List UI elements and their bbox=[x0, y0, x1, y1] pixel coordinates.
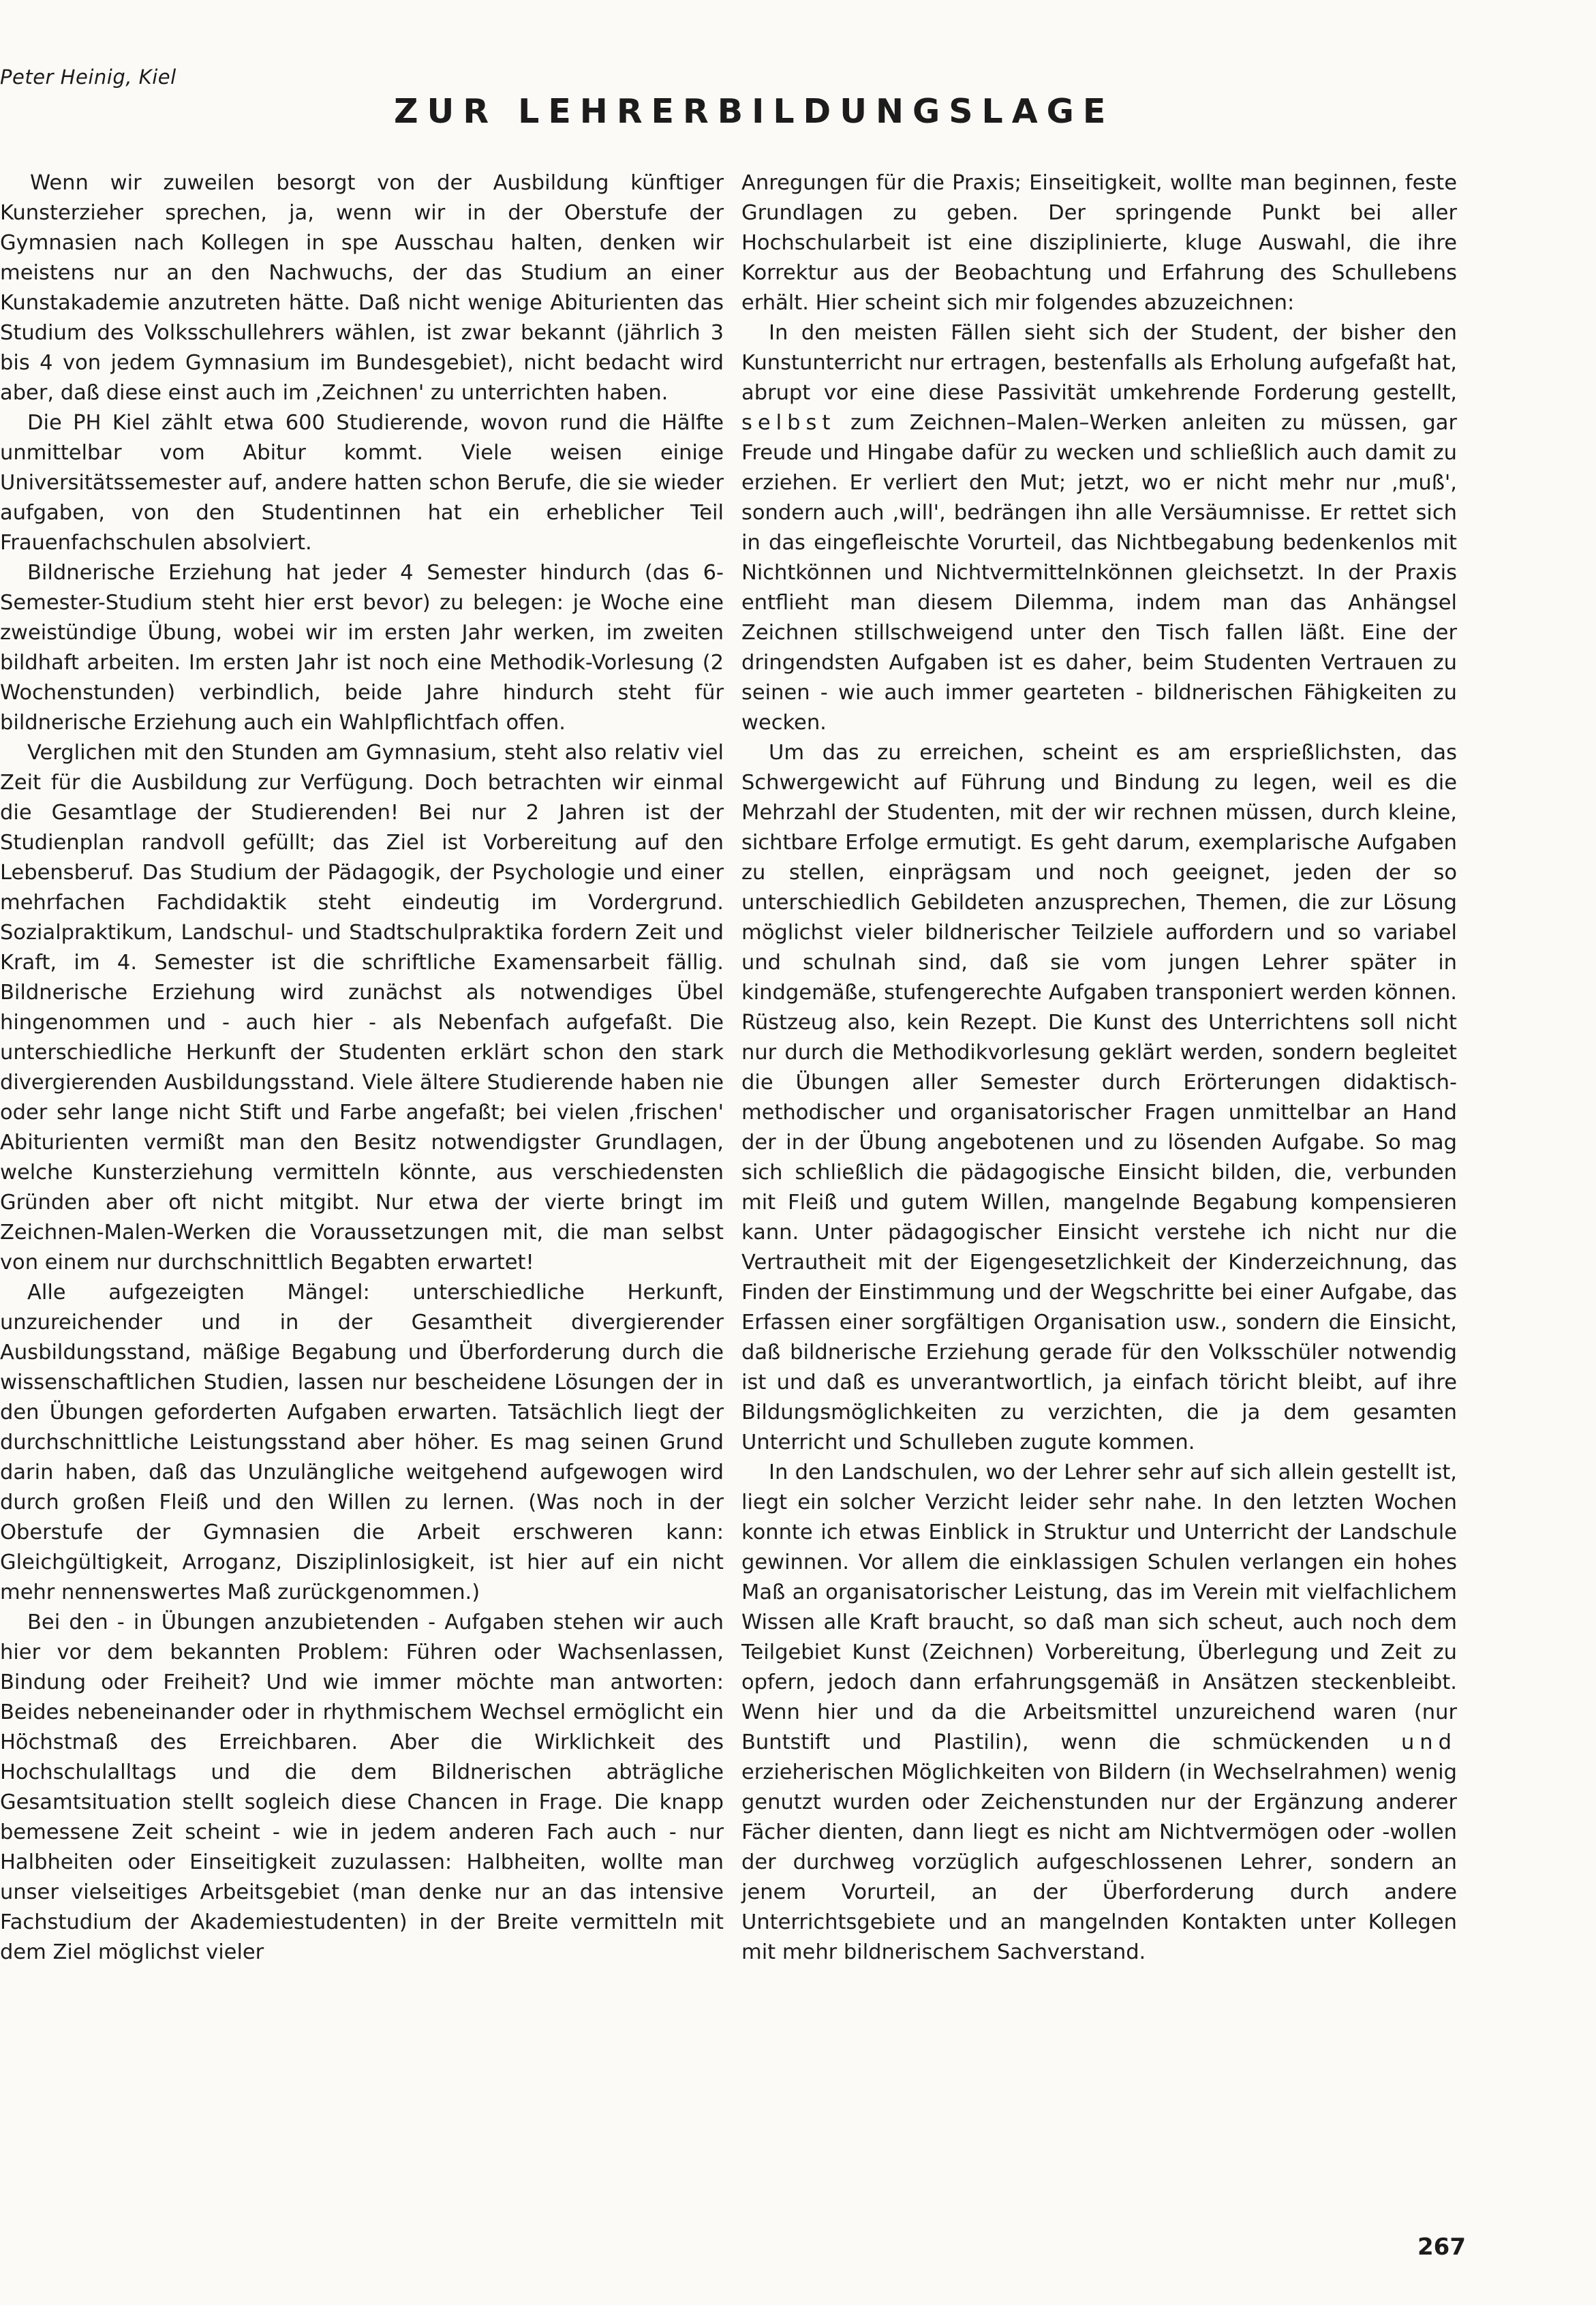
paragraph bbox=[741, 318, 1457, 738]
paragraph: Bildnerische Erziehung hat jeder 4 Semester hindurch (das 6-Semester-Studium steht hier erst bevor) zu belegen: je Woche eine zweistündige Übung, wobei wir im ersten Jahr werken, im zweiten bildhaft arbeiten. Im ersten Jahr ist noch eine Methodik-Vorlesung (2 Wochenstunden) verbindlich, beide Jahre hindurch steht für bildnerische Erziehung auch ein Wahlpflichtfach offen. bbox=[0, 561, 724, 735]
paragraph-continued: Anregungen für die Praxis; Einseitigkeit, wollte man beginnen, feste Grundlagen zu geben. Der springende Punkt bei aller Hochschularbeit ist eine disziplinierte, kluge Auswahl, die ihre Korrektur aus der Beobachtung und Erfahrung des Schullebens erhält. Hier scheint sich mir folgendes abzuzeichnen: bbox=[741, 171, 1457, 315]
paragraph: Alle aufgezeigten Mängel: unterschiedliche Herkunft, unzureichender und in der Gesamtheit divergierender Ausbildungsstand, mäßige Begabung und Überforderung durch die wissenschaftlichen Studien, lassen nur bescheidene Lösungen der in den Übungen geforderten Aufgaben erwarten. Tatsächlich liegt der durchschnittliche Leistungsstand aber höher. Es mag seinen Grund darin haben, daß das Unzulängliche weitgehend aufgewogen wird durch großen Fleiß und den Willen zu lernen. (Was noch in der Oberstufe der Gymnasien die Arbeit erschweren kann: Gleichgültigkeit, Arroganz, Disziplinlosigkeit, ist hier auf ein nicht mehr nennenswertes Maß zurückgenommen.) bbox=[0, 1281, 724, 1604]
right-column bbox=[741, 168, 1457, 1968]
page-number: 267 bbox=[1417, 2233, 1466, 2261]
spaced-emphasis: und bbox=[1400, 1730, 1457, 1754]
paragraph: Verglichen mit den Stunden am Gymnasium, steht also relativ viel Zeit für die Ausbildung zur Verfügung. Doch betrachten wir einmal die Gesamtlage der Studierenden! Bei nur 2 Jahren ist der Studienplan randvoll gefüllt; das Ziel ist Vorbereitung auf den Lebensberuf. Das Studium der Pädagogik, der Psychologie und einer mehrfachen Fachdidaktik steht eindeutig im Vordergrund. Sozialpraktikum, Landschul- und Stadtschulpraktika fordern Zeit und Kraft, im 4. Semester ist die schriftliche Examensarbeit fällig. Bildnerische Erziehung wird zunächst als notwendiges Übel hingenommen und - auch hier - als Nebenfach aufgefaßt. Die unterschiedliche Herkunft der Studenten erklärt schon den stark divergierenden Ausbildungsstand. Viele ältere Studierende haben nie oder sehr lange nicht Stift und Farbe angefaßt; bei vielen ,frischen' Abiturienten vermißt man den Besitz notwendigster Grundlagen, welche Kunsterziehung vermitteln könnte, aus verschiedensten Gründen aber oft nicht mitgibt. Nur etwa der vierte bringt im Zeichnen-Malen-Werken die Voraussetzungen mit, die man selbst von einem nur durchschnittlich Begabten erwartet! bbox=[0, 741, 724, 1274]
text-run: erzieherischen Möglichkeiten von Bildern (in Wechselrahmen) wenig genutzt wurden oder Zeichenstunden nur der Ergänzung anderer Fächer dienten, dann liegt es nicht am Nichtvermögen oder -wollen der durchweg vorzüglich aufgeschlossenen Lehrer, sondern an jenem Vorurteil, an der Überforderung durch andere Unterrichtsgebiete und an mangelnden Kontakten unter Kollegen mit mehr bildnerischem Sachverstand. bbox=[741, 1760, 1457, 1964]
paragraph: Wenn wir zuweilen besorgt von der Ausbildung künftiger Kunsterzieher sprechen, ja, wenn wir in der Oberstufe der Gymnasien nach Kollegen in spe Ausschau halten, denken wir meistens nur an den Nachwuchs, der das Studium an einer Kunstakademie anzutreten hätte. Daß nicht wenige Abiturienten das Studium des Volksschullehrers wählen, ist zwar bekannt (jährlich 3 bis 4 von jedem Gymnasium im Bundesgebiet), nicht bedacht wird aber, daß diese einst auch im ,Zeichnen' zu unterrichten haben. bbox=[0, 171, 724, 405]
spaced-emphasis: selbst bbox=[741, 411, 836, 435]
paragraph: Bei den - in Übungen anzubietenden - Aufgaben stehen wir auch hier vor dem bekannten Problem: Führen oder Wachsenlassen, Bindung oder Freiheit? Und wie immer möchte man antworten: Beides nebeneinander oder in rhythmischem Wechsel ermöglicht ein Höchstmaß des Erreichbaren. Aber die Wirklichkeit des Hochschulalltags und die dem Bildnerischen abträgliche Gesamtsituation stellt sogleich diese Chancen in Frage. Die knapp bemessene Zeit scheint - wie in jedem anderen Fach auch - nur Halbheiten oder Einseitigkeit zuzulassen: Halbheiten, wollte man unser vielseitiges Arbeitsgebiet (man denke nur an das intensive Fachstudium der Akademiestudenten) in der Breite vermitteln mit dem Ziel möglichst vieler bbox=[0, 1611, 724, 1964]
paragraph bbox=[741, 1458, 1457, 1968]
paragraph: Um das zu erreichen, scheint es am ersprießlichsten, das Schwergewicht auf Führung und Bindung zu legen, weil es die Mehrzahl der Studenten, mit der wir rechnen müssen, durch kleine, sichtbare Erfolge ermutigt. Es geht darum, exemplarische Aufgaben zu stellen, einprägsam und noch geeignet, jeden der so unterschiedlich Gebildeten anzusprechen, Themen, die zur Lösung möglichst vieler bildnerischer Teilziele auffordern und so variabel und schulnah sind, daß sie vom jungen Lehrer später in kindgemäße, stufengerechte Aufgaben transponiert werden können. Rüstzeug also, kein Rezept. Die Kunst des Unterrichtens soll nicht nur durch die Methodikvorlesung geklärt werden, sondern begleitet die Übungen aller Semester durch Erörterungen didaktisch-methodischer und organisatorischer Fragen unmittelbar an Hand der in der Übung angebotenen und zu lösenden Aufgabe. So mag sich schließlich die pädagogische Einsicht bilden, die, verbunden mit Fleiß und gutem Willen, mangelnde Begabung kompensieren kann. Unter pädagogischer Einsicht verstehe ich nicht nur die Vertrautheit mit der Eigengesetzlichkeit der Kinderzeichnung, das Finden der Einstimmung und der Wegschritte bei einer Aufgabe, das Erfassen einer sorgfältigen Organisation usw., sondern die Einsicht, daß bildnerische Erziehung gerade für den Volksschüler notwendig ist und daß es unverantwortlich, ja einfach töricht bleibt, auf ihre Bildungsmöglichkeiten zu verzichten, die ja dem gesamten Unterricht und Schulleben zugute kommen. bbox=[741, 741, 1457, 1454]
text-run: zum Zeichnen–Malen–Werken anleiten zu müssen, gar Freude und Hingabe dafür zu wecken und schließlich auch damit zu erziehen. Er verliert den Mut; jetzt, wo er nicht mehr nur ,muß', sondern auch ,will', bedrängen ihn alle Versäumnisse. Er rettet sich in das eingefleischte Vorurteil, das Nichtbegabung bedenkenlos mit Nichtkönnen und Nichtvermittelnkönnen gleichsetzt. In der Praxis entflieht man diesem Dilemma, indem man das Anhängsel Zeichnen stillschweigend unter den Tisch fallen läßt. Eine der dringendsten Aufgaben ist es daher, beim Studenten Vertrauen zu seinen - wie auch immer gearteten - bildnerischen Fähigkeiten zu wecken. bbox=[741, 411, 1457, 735]
article-title: ZUR LEHRERBILDUNGSLAGE bbox=[394, 92, 1115, 131]
text-run: In den Landschulen, wo der Lehrer sehr auf sich allein gestellt ist, liegt ein solcher Verzicht leider sehr nahe. In den letzten Wochen konnte ich etwas Einblick in Struktur und Unterricht der Landschule gewinnen. Vor allem die einklassigen Schulen verlangen ein hohes Maß an organisatorischer Leistung, das im Verein mit vielfachlichem Wissen alle Kraft braucht, so daß man sich scheut, auch noch dem Teilgebiet Kunst (Zeichnen) Vorbereitung, Überlegung und Zeit zu opfern, jedoch dann erfahrungsgemäß in Ansätzen steckenbleibt. Wenn hier und da die Arbeitsmittel unzureichend waren (nur Buntstift und Plastilin), wenn die schmückenden bbox=[741, 1461, 1457, 1754]
left-column bbox=[0, 168, 724, 1968]
author-line: Peter Heinig, Kiel bbox=[0, 65, 177, 89]
paragraph: Die PH Kiel zählt etwa 600 Studierende, wovon rund die Hälfte unmittelbar vom Abitur kommt. Viele weisen einige Universitätssemester auf, andere hatten schon Berufe, die sie wieder aufgaben, von den Studentinnen hat ein erheblicher Teil Frauenfachschulen absolviert. bbox=[0, 411, 724, 555]
text-run: In den meisten Fällen sieht sich der Student, der bisher den Kunstunterricht nur ertragen, bestenfalls als Erholung aufgefaßt hat, abrupt vor eine diese Passivität umkehrende Forderung gestellt, bbox=[741, 321, 1457, 405]
